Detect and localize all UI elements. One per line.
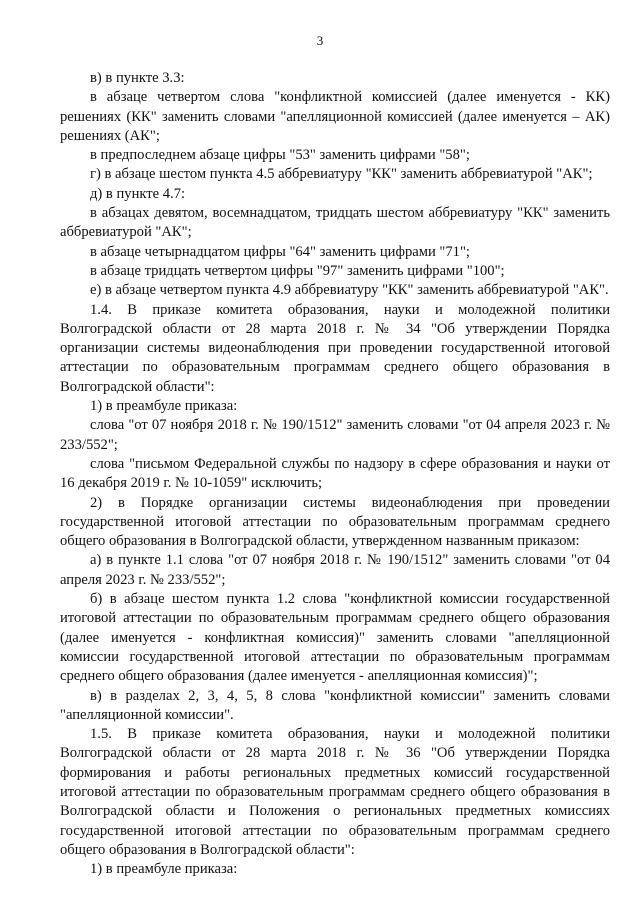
paragraph: е) в абзаце четвертом пункта 4.9 аббревиатуру "КК" заменить аббревиатурой "АК".	[90, 282, 609, 299]
page-number: 3	[316, 33, 324, 48]
paragraph: 1.5. В приказе комитета образования, науки и молодежной политики Волгоградской области от 28 марта 2018 г. № 36 "Об утверждении Порядка формирования и работы региональных предметных комиссий государственной итоговой аттестации по образовательным программам среднего общего образования в Волгоградской области и Положения о региональных предметных комиссиях государственной итоговой аттестации по образовательным программам среднего общего образования в Волгоградской области":	[60, 726, 610, 858]
paragraph: в абзаце четвертом слова "конфликтной комиссией (далее именуется - КК) решениях (КК" заменить словами "апелляционной комиссией (далее именуется – АК) решениях (АК";	[60, 89, 610, 144]
paragraph: г) в абзаце шестом пункта 4.5 аббревиатуру "КК" заменить аббревиатурой "АК";	[90, 166, 593, 183]
paragraph: в абзаце четырнадцатом цифры "64" заменить цифрами "71";	[90, 243, 470, 260]
paragraph: б) в абзаце шестом пункта 1.2 слова "конфликтной комиссии государственной итоговой аттестации по образовательным программам среднего общего образования (далее именуется - конфликтная комиссия)" заменить словами "апелляционной комиссии государственной итоговой аттестации по образовательным программам среднего общего образования (далее именуется - апелляционная комиссия)";	[60, 591, 610, 685]
paragraph: слова "от 07 ноября 2018 г. № 190/1512" заменить словами "от 04 апреля 2023 г. № 233/552";	[60, 417, 610, 453]
paragraph: в абзаце тридцать четвертом цифры "97" заменить цифрами "100";	[90, 262, 505, 279]
paragraph: д) в пункте 4.7:	[90, 185, 186, 202]
paragraph: 1) в преамбуле приказа:	[90, 398, 238, 415]
paragraph: в абзацах девятом, восемнадцатом, тридцать шестом аббревиатуру "КК" заменить аббревиатурой "АК";	[60, 205, 610, 241]
document-body	[60, 69, 610, 879]
paragraph: слова "письмом Федеральной службы по надзору в сфере образования и науки от 16 декабря 2019 г. № 10-1059" исключить;	[60, 455, 610, 492]
paragraph: в) в разделах 2, 3, 4, 5, 8 слова "конфликтной комиссии" заменить словами "апелляционной комиссии".	[60, 687, 610, 723]
paragraph: 1.4. В приказе комитета образования, науки и молодежной политики Волгоградской области от 28 марта 2018 г. № 34 "Об утверждении Порядка организации системы видеонаблюдения при проведении государственной итоговой аттестации по образовательным программам среднего общего образования в Волгоградской области":	[60, 301, 610, 395]
paragraph: а) в пункте 1.1 слова "от 07 ноября 2018 г. № 190/1512" заменить словами "от 04 апреля 2023 г. № 233/552";	[60, 552, 610, 588]
paragraph: 1) в преамбуле приказа:	[90, 861, 238, 878]
paragraph: в) в пункте 3.3:	[90, 70, 185, 86]
paragraph: в предпоследнем абзаце цифры "53" заменить цифрами "58";	[90, 147, 470, 164]
paragraph: 2) в Порядке организации системы видеонаблюдения при проведении государственной итоговой аттестации по образовательным программам среднего общего образования в Волгоградской области, утвержденном названным приказом:	[60, 494, 610, 550]
